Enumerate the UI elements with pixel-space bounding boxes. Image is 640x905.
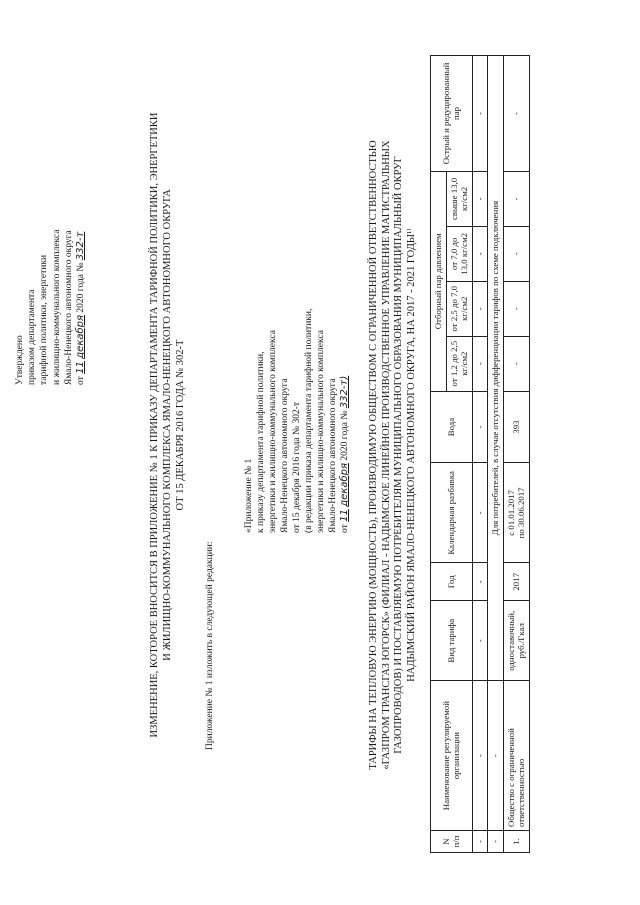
appendix-line: Ямало-Ненецкого автономного округа xyxy=(328,378,338,533)
date-number: 332-т xyxy=(75,231,87,261)
cell: - xyxy=(472,56,488,172)
appendix-line: к приказу департамента тарифной политики, xyxy=(256,351,266,533)
header-tariff: Вид тарифа xyxy=(431,601,473,681)
heading-line: ОТ 15 ДЕКАБРЯ 2016 ГОДА № 302-Т xyxy=(175,339,186,511)
appendix-line: «Приложение № 1 xyxy=(244,458,254,533)
appendix-line: энергетики и жилищно-коммунального комплекса xyxy=(316,330,326,533)
approval-date xyxy=(75,15,87,385)
date-prefix: от xyxy=(76,376,87,385)
title-line: «ГАЗПРОМ ТРАНСГАЗ ЮГОРСК» (ФИЛИАЛ - НАДЫМСКОЕ ЛИНЕЙНОЕ ПРОИЗВОДСТВЕННОЕ УПРАВЛЕНИЕ МАГИСТРАЛЬНЫХ xyxy=(380,140,392,770)
cell: - xyxy=(472,336,488,391)
cell: - xyxy=(472,226,488,281)
approval-line: приказом департамента xyxy=(27,289,38,385)
header-steam: Отборный пар давлением xyxy=(431,171,447,391)
appendix-line: Ямало-Ненецкого автономного округа xyxy=(280,378,290,533)
cell: - xyxy=(503,171,529,226)
cell: - xyxy=(503,226,529,281)
approval-line: Утверждено xyxy=(15,335,25,385)
date-year: 2020 года № xyxy=(76,262,87,313)
header-org: Наименование регулируемой организации xyxy=(431,681,473,831)
cell: - xyxy=(488,681,504,831)
header-steam-2: от 2,5 до 7,0 кг/см2 xyxy=(446,281,472,336)
appendix-block xyxy=(243,233,351,533)
table-row-section xyxy=(488,56,504,853)
cell: - xyxy=(472,171,488,226)
cell: - xyxy=(472,463,488,563)
date-number: 332-т) xyxy=(339,375,350,409)
cell: - xyxy=(488,831,504,853)
section-label: Для потребителей, в случае отсутствия дифференциации тарифов по схеме подключения xyxy=(488,56,504,681)
header-steam-1: от 1,2 до 2,5 кг/см2 xyxy=(446,336,472,391)
approval-line: Ямало-Ненецкого автономного округа xyxy=(63,230,74,385)
calendar-to: по 30.06.2017 xyxy=(516,487,526,539)
approval-line: тарифной политики, энергетики xyxy=(39,254,50,385)
cell-tariff: одноставочный, руб./Гкал xyxy=(503,601,529,681)
date-day: 11 xyxy=(75,361,87,374)
header-calendar: Календарная разбивка xyxy=(431,463,473,563)
calendar-from: с 01.01.2017 xyxy=(505,490,516,536)
header-steam-3: от 7,0 до 13,0 кг/см2 xyxy=(446,226,472,281)
table-row xyxy=(503,56,529,853)
header-water: Вода xyxy=(431,391,473,463)
date-month: декабря xyxy=(75,314,87,359)
date-month: декабря xyxy=(339,462,350,507)
header-num: N п/п xyxy=(431,831,473,853)
header-sharp-steam: Острый и редуцированный пар xyxy=(431,56,473,172)
cell: - xyxy=(472,391,488,463)
table-row-dash xyxy=(472,56,488,853)
approval-block xyxy=(14,15,87,385)
cell: - xyxy=(472,281,488,336)
cell-calendar xyxy=(503,463,529,563)
cell: - xyxy=(503,56,529,172)
cell: - xyxy=(503,281,529,336)
appendix-date xyxy=(339,233,351,533)
date-year: 2020 года № xyxy=(340,410,350,461)
cell: - xyxy=(472,831,488,853)
cell-year: 2017 xyxy=(503,563,529,601)
appendix-line: энергетики и жилищно-коммунального комплекса xyxy=(268,330,278,533)
title-line: ГАЗОПРОВОДОВ) И ПОСТАВЛЯЕМУЮ ПОТРЕБИТЕЛЯМ МУНИЦИПАЛЬНОГО ОБРАЗОВАНИЯ МУНИЦИПАЛЬНЫЙ ОКРУГ xyxy=(393,156,404,754)
document-heading xyxy=(148,55,187,795)
cell: - xyxy=(472,681,488,831)
cell-num: 1. xyxy=(503,831,529,853)
date-prefix: от xyxy=(340,524,350,533)
cell-org: Общество с ограниченной ответственностью xyxy=(503,681,529,831)
header-year: Год xyxy=(431,563,473,601)
table-header-row xyxy=(431,56,447,853)
table-title xyxy=(368,55,418,855)
heading-line: И ЖИЛИЩНО-КОММУНАЛЬНОГО КОМПЛЕКСА ЯМАЛО-НЕНЕЦКОГО АВТОНОМНОГО ОКРУГА xyxy=(162,189,173,661)
title-line: НАДЫМСКИЙ РАЙОН ЯМАЛО-НЕНЕЦКОГО АВТОНОМНОГО ОКРУГА, НА 2017 - 2021 ГОДЫ¹⁾ xyxy=(405,228,417,682)
appendix-line: (в редакции приказа департамента тарифной политики, xyxy=(304,308,314,533)
cell: - xyxy=(503,336,529,391)
date-day: 11 xyxy=(339,509,350,522)
cell: - xyxy=(472,563,488,601)
cell-water: 393 xyxy=(503,391,529,463)
intro-text: Приложение № 1 изложить в следующей редакции: xyxy=(205,541,215,750)
header-steam-4: свыше 13,0 кг/см2 xyxy=(446,171,472,226)
cell: - xyxy=(472,601,488,681)
heading-line: ИЗМЕНЕНИЕ, КОТОРОЕ ВНОСИТСЯ В ПРИЛОЖЕНИЕ № 1 К ПРИКАЗУ ДЕПАРТАМЕНТА ТАРИФНОЙ ПОЛИТИКИ, ЭНЕРГЕТИКИ xyxy=(149,112,160,738)
title-line: ТАРИФЫ НА ТЕПЛОВУЮ ЭНЕРГИЮ (МОЩНОСТЬ), ПРОИЗВОДИМУЮ ОБЩЕСТВОМ С ОГРАНИЧЕННОЙ ОТВЕТСТВЕННОСТЬЮ xyxy=(368,140,379,770)
appendix-line: от 15 декабря 2016 года № 302-т xyxy=(292,401,302,533)
tariff-table xyxy=(430,55,530,853)
approval-line: и жилищно-коммунального комплекса xyxy=(51,229,62,385)
